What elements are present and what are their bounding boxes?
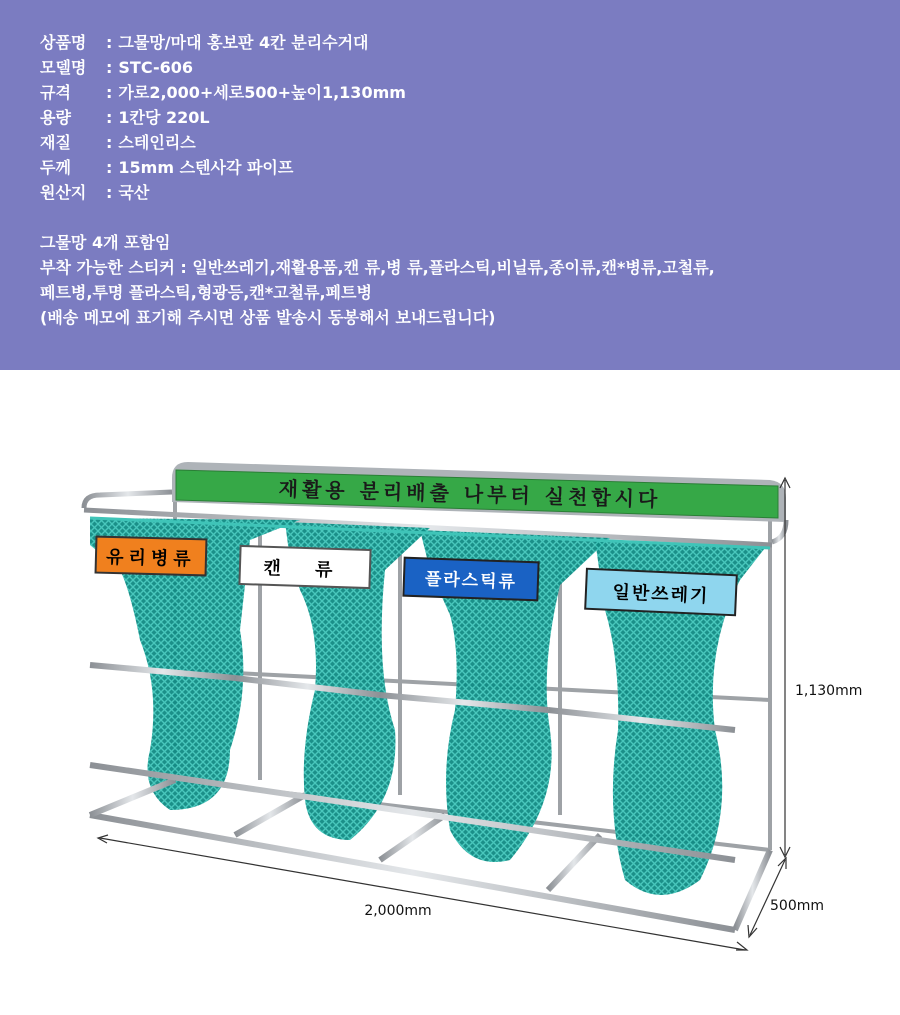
bin-label-text: 유리병류 bbox=[105, 546, 196, 571]
note-line: (배송 메모에 표기해 주시면 상품 발송시 동봉해서 보내드립니다) bbox=[40, 308, 496, 327]
note-line: 페트병,투명 플라스틱,형광등,캔*고철류,페트병 bbox=[40, 283, 372, 302]
spec-product-name: 상품명 : 그물망/마대 홍보판 4칸 분리수거대 bbox=[40, 30, 406, 55]
spec-value: 15mm 스텐사각 파이프 bbox=[118, 158, 294, 177]
dimension-width: 2,000mm bbox=[364, 903, 432, 919]
spec-value: 국산 bbox=[118, 183, 150, 202]
dimension-height: 1,130mm bbox=[795, 683, 863, 699]
spec-key: 용량 bbox=[40, 108, 71, 127]
spec-value: 스테인리스 bbox=[118, 133, 196, 152]
spec-key: 규격 bbox=[40, 83, 71, 102]
bin-label-4 bbox=[585, 569, 737, 616]
product-illustration bbox=[0, 370, 900, 1015]
spec-value: STC-606 bbox=[118, 58, 193, 77]
banner-text: 재활용 분리배출 나부터 실천합시다 bbox=[278, 476, 662, 512]
notes bbox=[40, 230, 715, 330]
spec-value: 1칸당 220L bbox=[118, 108, 210, 127]
spec-key: 원산지 bbox=[40, 183, 87, 202]
bin-label-text: 일반쓰레기 bbox=[612, 581, 710, 608]
spec-key: 두께 bbox=[40, 158, 71, 177]
spec-panel bbox=[0, 0, 900, 370]
dimension-depth: 500mm bbox=[770, 898, 824, 914]
spec-material: 재질 : 스테인리스 bbox=[40, 130, 406, 155]
spec-list bbox=[40, 30, 406, 205]
spec-model: 모델명 : STC-606 bbox=[40, 55, 406, 80]
bin-label-text: 플라스틱류 bbox=[424, 569, 518, 593]
spec-key: 상품명 bbox=[40, 33, 87, 52]
note-line: 부착 가능한 스티커 : 일반쓰레기,재활용품,캔 류,병 류,플라스틱,비닐류,종이류,캔*병류,고철류, bbox=[40, 258, 715, 277]
spec-size: 규격 : 가로2,000+세로500+높이1,130mm bbox=[40, 80, 406, 105]
bin-label-1 bbox=[96, 537, 207, 576]
spec-key: 재질 bbox=[40, 133, 71, 152]
spec-key: 모델명 bbox=[40, 58, 87, 77]
product-image bbox=[0, 370, 900, 1015]
bin-label-2 bbox=[239, 546, 370, 588]
spec-value: 가로2,000+세로500+높이1,130mm bbox=[118, 83, 406, 102]
banner-sign bbox=[172, 462, 786, 522]
bin-label-3 bbox=[403, 558, 538, 601]
spec-value: 그물망/마대 홍보판 4칸 분리수거대 bbox=[118, 33, 369, 52]
bin-label-text: 캔 류 bbox=[263, 557, 347, 582]
spec-thickness: 두께 : 15mm 스텐사각 파이프 bbox=[40, 155, 406, 180]
spec-capacity: 용량 : 1칸당 220L bbox=[40, 105, 406, 130]
note-line: 그물망 4개 포함임 bbox=[40, 233, 171, 252]
spec-origin: 원산지 : 국산 bbox=[40, 180, 406, 205]
